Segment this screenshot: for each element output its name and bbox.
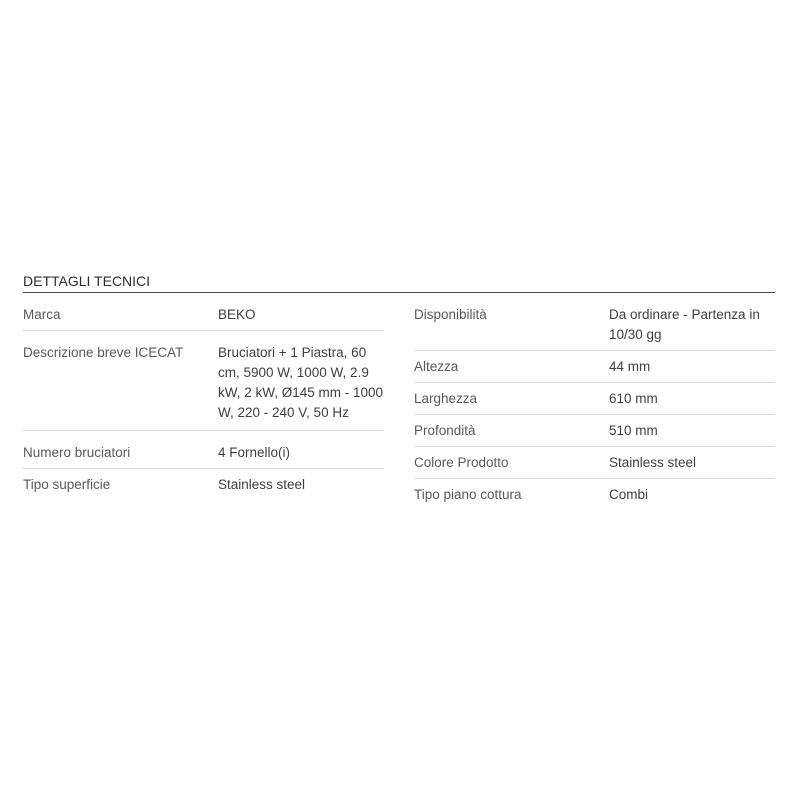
spec-row-colore-prodotto	[414, 447, 775, 479]
spec-value: Combi	[609, 487, 649, 502]
spec-value: 44 mm	[609, 359, 651, 374]
title-divider	[23, 292, 775, 293]
spec-column-right	[414, 299, 775, 510]
spec-value: BEKO	[218, 307, 256, 322]
spec-row-descrizione	[23, 331, 384, 431]
spec-row-altezza	[414, 351, 775, 383]
spec-value: Stainless steel	[609, 455, 697, 470]
spec-label: Tipo piano cottura	[414, 487, 522, 502]
spec-row-numero-bruciatori	[23, 431, 384, 469]
spec-column-left	[23, 299, 384, 500]
spec-row-larghezza	[414, 383, 775, 415]
spec-value: Stainless steel	[218, 477, 306, 492]
spec-label: Marca	[23, 307, 61, 322]
spec-label: Descrizione breve ICECAT	[23, 345, 184, 360]
spec-label: Altezza	[414, 359, 459, 374]
spec-value: Bruciatori + 1 Piastra, 60 cm, 5900 W, 1000 W, 2.9 kW, 2 kW, Ø145 mm - 1000 W, 220 - 240 V, 50 Hz	[218, 345, 384, 420]
spec-label: Profondità	[414, 423, 476, 438]
spec-row-disponibilita	[414, 299, 775, 351]
spec-label: Larghezza	[414, 391, 478, 406]
section-title: DETTAGLI TECNICI	[23, 273, 151, 289]
spec-value: 4 Fornello(i)	[218, 445, 291, 460]
spec-row-marca	[23, 299, 384, 331]
spec-value: 510 mm	[609, 423, 658, 438]
spec-label: Numero bruciatori	[23, 445, 131, 460]
spec-row-tipo-piano-cottura	[414, 479, 775, 510]
spec-value: Da ordinare - Partenza in 10/30 gg	[609, 307, 760, 342]
spec-label: Tipo superficie	[23, 477, 111, 492]
spec-value: 610 mm	[609, 391, 658, 406]
spec-label: Colore Prodotto	[414, 455, 509, 470]
spec-row-tipo-superficie	[23, 469, 384, 500]
spec-label: Disponibilità	[414, 307, 487, 322]
spec-row-profondita	[414, 415, 775, 447]
